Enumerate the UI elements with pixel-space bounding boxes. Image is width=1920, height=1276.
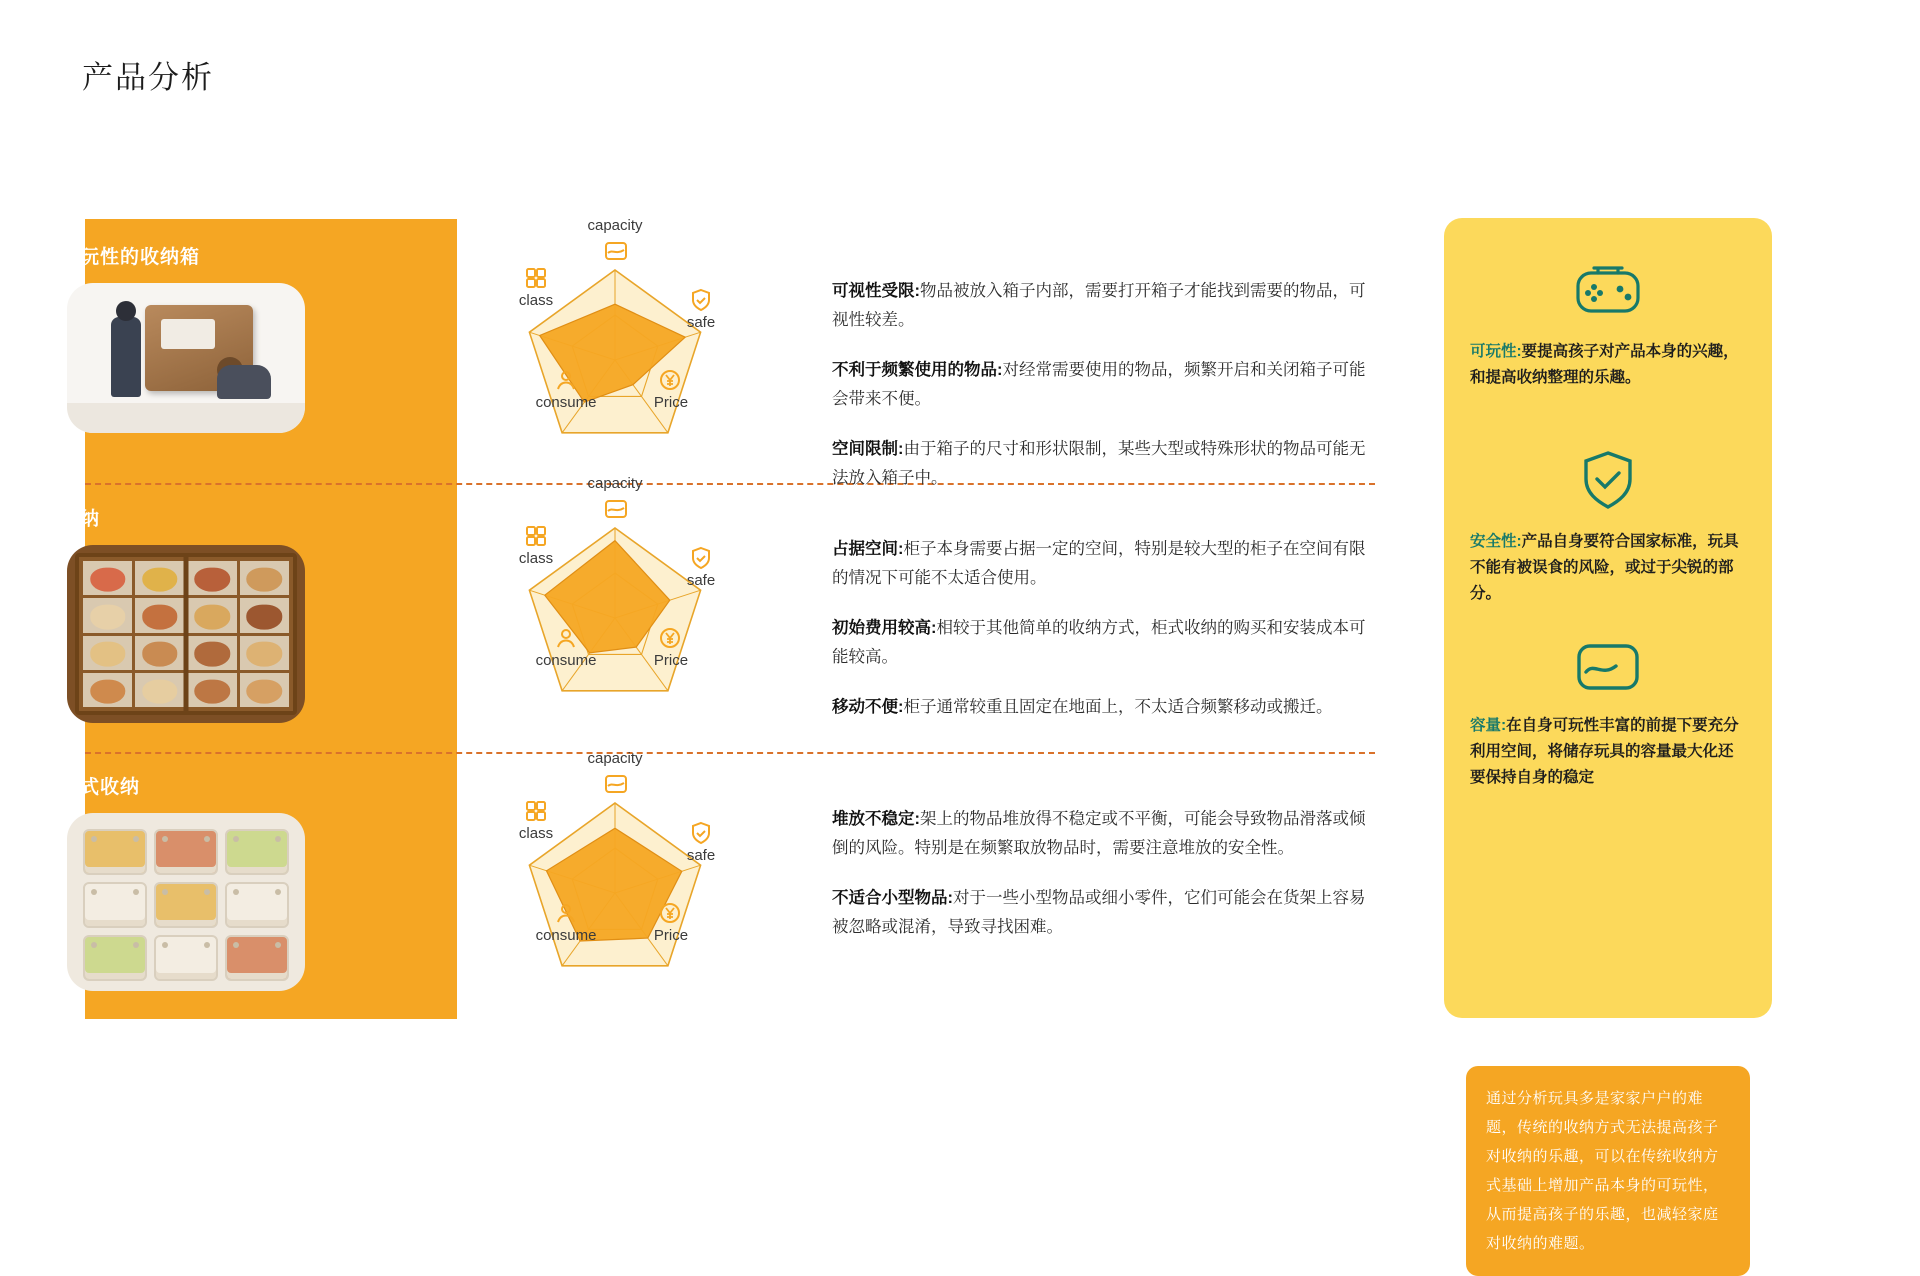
analysis-text-2: [832, 535, 1377, 743]
radar-axis-safe: safe: [686, 847, 716, 864]
capacity-icon: [603, 771, 629, 797]
requirement-keyword: 容量:: [1470, 717, 1507, 734]
analysis-point: [832, 435, 1377, 493]
radar-axis-consume: consume: [535, 652, 597, 669]
requirement-keyword: 可玩性:: [1470, 343, 1522, 360]
point-body: 架上的物品堆放得不稳定或不平衡，可能会导致物品滑落或倾倒的风险。特别是在频繁取放物品时，需要注意堆放的安全性。: [832, 810, 1366, 857]
point-body: 物品被放入箱子内部，需要打开箱子才能找到需要的物品，可视性较差。: [832, 282, 1366, 329]
category-image-2: [67, 545, 305, 723]
consume-icon: [554, 626, 578, 650]
requirement-body: 产品自身要符合国家标准，玩具不能有被误食的风险，或过于尖锐的部分。: [1470, 533, 1739, 602]
point-heading: 占据空间:: [832, 540, 904, 558]
point-heading: 堆放不稳定:: [832, 810, 920, 828]
requirement-body: 要提高孩子对产品本身的兴趣，和提高收纳整理的乐趣。: [1470, 343, 1739, 386]
analysis-point: [832, 535, 1377, 593]
point-heading: 不适合小型物品:: [832, 889, 953, 907]
consume-icon: [554, 901, 578, 925]
requirement-item-safety: [1444, 448, 1772, 607]
class-icon: [524, 524, 548, 548]
shield-check-icon: [1576, 448, 1640, 512]
radar-axis-class: class: [518, 825, 554, 842]
category-block-2: [0, 504, 372, 723]
radar-svg: [470, 240, 760, 470]
radar-axis-consume: consume: [535, 394, 597, 411]
requirement-text: [1444, 529, 1772, 607]
point-heading: 移动不便:: [832, 698, 904, 716]
price-icon: [658, 626, 682, 650]
radar-axis-capacity: capacity: [587, 217, 643, 234]
section-divider-2: [85, 752, 1375, 754]
analysis-point: [832, 805, 1377, 863]
container-capacity-icon: [1573, 638, 1643, 696]
radar-axis-consume: consume: [535, 927, 597, 944]
class-icon: [524, 799, 548, 823]
analysis-point: [832, 693, 1377, 722]
analysis-point: [832, 277, 1377, 335]
summary-box: 通过分析玩具多是家家户户的难题，传统的收纳方式无法提高孩子对收纳的乐趣，可以在传统收纳方式基础上增加产品本身的可玩性，从而提高孩子的乐趣，也减轻家庭对收纳的难题。: [1466, 1066, 1750, 1276]
point-body: 对经常需要使用的物品，频繁开启和关闭箱子可能会带来不便。: [832, 361, 1366, 408]
point-heading: 不利于频繁使用的物品:: [832, 361, 1003, 379]
category-label: 小型箱式收纳: [20, 777, 141, 798]
page-title: 产品分析: [82, 60, 214, 95]
analysis-point: [832, 884, 1377, 942]
point-heading: 初始费用较高:: [832, 619, 937, 637]
radar-axis-safe: safe: [686, 314, 716, 331]
point-body: 相较于其他简单的收纳方式，柜式收纳的购买和安装成本可能较高。: [832, 619, 1366, 666]
gamepad-icon-wrap: [1444, 262, 1772, 327]
requirement-text: [1444, 713, 1772, 791]
radar-chart-1: [470, 217, 760, 470]
requirement-keyword: 安全性:: [1470, 533, 1522, 550]
consume-icon: [554, 368, 578, 392]
safe-icon: [689, 821, 713, 845]
analysis-text-1: [832, 277, 1377, 514]
radar-axis-class: class: [518, 550, 554, 567]
radar-axis-safe: safe: [686, 572, 716, 589]
requirement-body: 在自身可玩性丰富的前提下要充分利用空间，将储存玩具的容量最大化还要保持自身的稳定: [1470, 717, 1739, 786]
category-image-3: [67, 813, 305, 991]
key-requirements-panel: [1444, 218, 1772, 1252]
point-body: 柜子通常较重且固定在地面上，不太适合频繁移动或搬迁。: [903, 698, 1333, 716]
radar-svg: [470, 773, 760, 1003]
safe-icon: [689, 546, 713, 570]
point-body: 柜子本身需要占据一定的空间，特别是较大型的柜子在空间有限的情况下可能不太适合使用。: [832, 540, 1366, 587]
radar-axis-price: Price: [653, 652, 689, 669]
requirement-item-playability: [1444, 262, 1772, 391]
category-block-3: [0, 772, 372, 991]
gamepad-icon: [1570, 262, 1646, 322]
category-block-1: [0, 242, 372, 433]
radar-svg: [470, 498, 760, 728]
requirement-item-capacity: [1444, 638, 1772, 791]
shield-check-icon-wrap: [1444, 448, 1772, 517]
radar-chart-2: [470, 475, 760, 728]
analysis-point: [832, 356, 1377, 414]
price-icon: [658, 368, 682, 392]
requirement-text: [1444, 339, 1772, 391]
radar-axis-price: Price: [653, 394, 689, 411]
point-body: 对于一些小型物品或细小零件，它们可能会在货架上容易被忽略或混淆，导致寻找困难。: [832, 889, 1366, 936]
radar-axis-price: Price: [653, 927, 689, 944]
capacity-icon: [603, 496, 629, 522]
point-heading: 空间限制:: [832, 440, 904, 458]
point-body: 由于箱子的尺寸和形状限制，某些大型或特殊形状的物品可能无法放入箱子中。: [832, 440, 1366, 487]
point-heading: 可视性受限:: [832, 282, 920, 300]
radar-axis-capacity: capacity: [587, 475, 643, 492]
class-icon: [524, 266, 548, 290]
safe-icon: [689, 288, 713, 312]
analysis-text-3: [832, 805, 1377, 963]
radar-axis-class: class: [518, 292, 554, 309]
radar-chart-3: [470, 750, 760, 1003]
capacity-icon: [603, 238, 629, 264]
price-icon: [658, 901, 682, 925]
analysis-point: [832, 614, 1377, 672]
category-image-1: [67, 283, 305, 433]
radar-axis-capacity: capacity: [587, 750, 643, 767]
category-label: 柜式收纳: [20, 509, 101, 530]
category-label: 具有可玩性的收纳箱: [20, 247, 201, 268]
container-capacity-icon-wrap: [1444, 638, 1772, 701]
